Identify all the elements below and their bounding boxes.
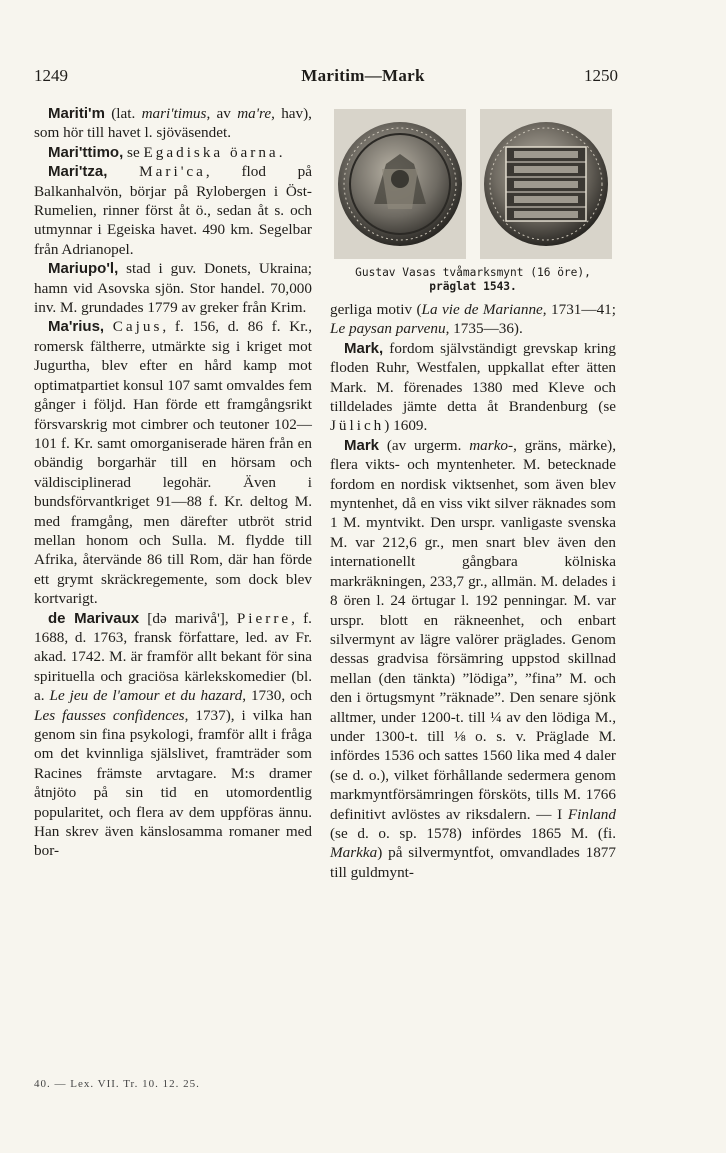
caption-line-1: Gustav Vasas tvåmarksmynt (16 öre),	[355, 266, 591, 279]
entry-body: gerliga motiv (La vie de Marianne, 1731—41; Le paysan parvenu, 1735—36).	[330, 301, 616, 338]
coin-reverse-image	[480, 109, 612, 259]
entry-body: (av urgerm. marko-, gräns, märke), flera vikts- och myntenheter. M. betecknade fordom en nordisk viktsenhet, som även blev myntenhet, då en viss vikt silver räknades som 1 M. myntvikt. Den urspr. vanligaste svenska M. var 212,6 gr., men snart blev även den internationellt gångbara kölniska markräkningen, 233,7 gr., allmän. M. delades i 8 ören l. 24 örtugar l. 192 penningar. M. var urspr. blott en räkneenhet, och enbart silvermynt av lägre valörer präglades. Genom dessas gradvisa försämring uppstod skillnad mellan (den tänkta) ”lödiga”, ”fina” M. och den i örtugsmynt ”räknade”. Den senare sjönk alltmer, under 1200-t. till ¼ av den lödiga M., under 1300-t. till ⅛ o. s. v. Präglade M. infördes 1536 och sattes 1560 lika med 4 daler (se d. o.), vilket förhållande sedermera genom markmyntförsämringen försköts, tills M. 1766 definitivt avlöstes av riksdalern. — I Finland (se d. o. sp. 1578) infördes 1865 M. (fi. Markka) på silvermyntfot, omvandlades 1877 till guldmynt-	[330, 436, 616, 881]
caption-line-2: präglat 1543.	[429, 280, 517, 293]
entry-headword: Mari'ttimo,	[48, 143, 124, 161]
entry-headword: Mark,	[344, 339, 384, 357]
entry-headword: Mari'tza,	[48, 163, 108, 181]
dictionary-entry	[34, 259, 312, 317]
dictionary-entry	[330, 339, 616, 436]
entry-headword: de Marivaux	[48, 609, 140, 627]
dictionary-entry	[34, 317, 312, 608]
dictionary-entry	[34, 104, 312, 143]
entry-body: Mari'ca, flod på Balkanhalvön, börjar på Rylobergen i Öst-Rumelien, rinner först åt ö., sedan åt s. och utmynnar i Egeiska havet. 490 km. Segelbar från Adrianopel.	[34, 163, 312, 258]
right-column-text	[330, 300, 616, 882]
entry-headword: Mariti'm	[48, 105, 105, 122]
entry-body: stad i guv. Donets, Ukraina; hamn vid Asovska sjön. Stor handel. 70,000 inv. M. grundades 1779 av greker från Krim.	[34, 260, 312, 317]
left-column	[34, 104, 312, 861]
dictionary-entry	[330, 300, 616, 339]
dictionary-entry	[34, 609, 312, 861]
entry-body: fordom självständigt grevskap kring floden Ruhr, Westfalen, uppkallat efter ätten Mark. M. förenades 1380 med Kleve och tilldelades jämte detta åt Brandenburg (se Jülich) 1609.	[330, 339, 616, 435]
coin-images	[330, 104, 616, 264]
entry-body: [də marivå'], Pierre, f. 1688, d. 1763, fransk författare, led. av Fr. akad. 1742. M. är framför allt bekant för sina spirituella och graciösa kärlekskomedier (bl. a. Le jeu de l'amour et du hazard, 1730, och Les fausses confidences, 1737), i vilka han genom sin fina psykologi, framför allt i fråga om det kvinnliga själslivet, framträder som Racines främste arvtagare. M:s dramer åtnjöto på sin tid en utomordentlig popularitet, och flera av dem uppföras ännu. Han skrev även känslosamma romaner med bor-	[34, 609, 313, 860]
dictionary-entry	[330, 436, 616, 882]
entry-body: (lat. mari'timus, av ma're, hav), som hör till havet l. sjöväsendet.	[34, 105, 312, 142]
coin-figure	[330, 104, 616, 294]
left-page-number: 1249	[34, 66, 68, 85]
coin-obverse-image	[334, 109, 466, 259]
dictionary-entry	[34, 143, 312, 162]
entry-headword: Ma'rius,	[48, 318, 105, 336]
running-title: Maritim—Mark	[301, 66, 425, 85]
entry-headword: Mariupo'l,	[48, 260, 119, 278]
figure-caption	[330, 266, 616, 294]
right-page-number: 1250	[584, 66, 618, 85]
printer-signature: 40. — Lex. VII. Tr. 10. 12. 25.	[34, 1078, 200, 1090]
entry-body: se Egadiska öarna.	[123, 143, 283, 161]
dictionary-entry	[34, 162, 312, 259]
entry-body: Cajus, f. 156, d. 86 f. Kr., romersk fältherre, utmärkte sig i kriget mot Jugurtha, blev efter en hård kamp mot optimatpartiet konsul 107 samt omvaldes fem gånger i följd. Han förde ett framgångsrikt försvarskrig mot cimbrer och teutoner 102—101 f. Kr. samt omorganiserade hären från en obändig borgarhär till en hörsam och väldisciplinerad legohär. Även i bundsförvantkriget 91—88 f. Kr. deltog M. med framgång, men därefter utbröt strid mellan honom och Sulla. M. flydde till Afrika, återvände 86 till Rom, där han förde ett grymt skräckregemente, som dock blev kortvarigt.	[34, 318, 313, 608]
page-header	[0, 66, 726, 94]
right-column	[330, 104, 616, 882]
entry-headword: Mark	[344, 436, 380, 454]
